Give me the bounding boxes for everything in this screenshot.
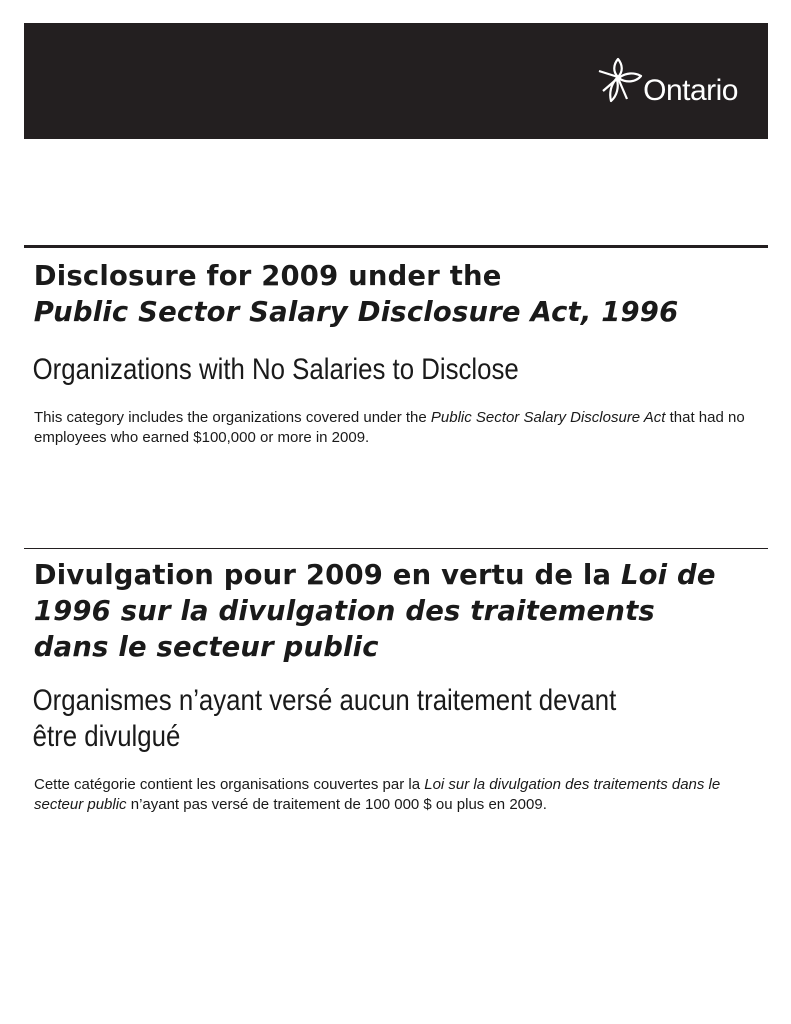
french-subtitle-text: Organismes n’ayant versé aucun traitement devant être divulgué — [32, 684, 617, 753]
french-body-post: n’ayant pas versé de traitement de 100 000 $ ou plus en 2009. — [126, 796, 547, 813]
french-title — [24, 557, 720, 665]
english-body-post: that had no employees who earned $100,000 or more in 2009. — [34, 409, 745, 446]
french-subtitle — [24, 683, 635, 755]
french-body — [24, 775, 754, 815]
french-body-law-name: Loi sur la divulgation des traitements dans le secteur public — [34, 776, 721, 813]
french-title-law-name: Loi de 1996 sur la divulgation des traitements dans le secteur public — [33, 558, 716, 663]
ontario-logo — [591, 53, 738, 113]
english-title-line1: Disclosure for 2009 under the — [33, 259, 502, 292]
english-body-act-name: Public Sector Salary Disclosure Act — [430, 409, 666, 426]
english-title-line2: Public Sector Salary Disclosure Act, 1996 — [33, 295, 679, 328]
ontario-wordmark: Ontario — [643, 74, 738, 107]
english-section — [24, 245, 768, 448]
french-section — [24, 548, 768, 815]
english-body — [24, 408, 754, 448]
english-body-pre: This category includes the organizations covered under the — [34, 409, 431, 426]
ontario-header-banner — [24, 23, 768, 139]
english-title — [24, 258, 753, 330]
english-subtitle: Organizations with No Salaries to Disclose — [32, 353, 519, 386]
trillium-icon — [591, 55, 649, 107]
french-body-pre: Cette catégorie contient les organisations couvertes par la — [34, 776, 425, 793]
french-title-part1: Divulgation pour 2009 en vertu de la — [33, 558, 621, 591]
